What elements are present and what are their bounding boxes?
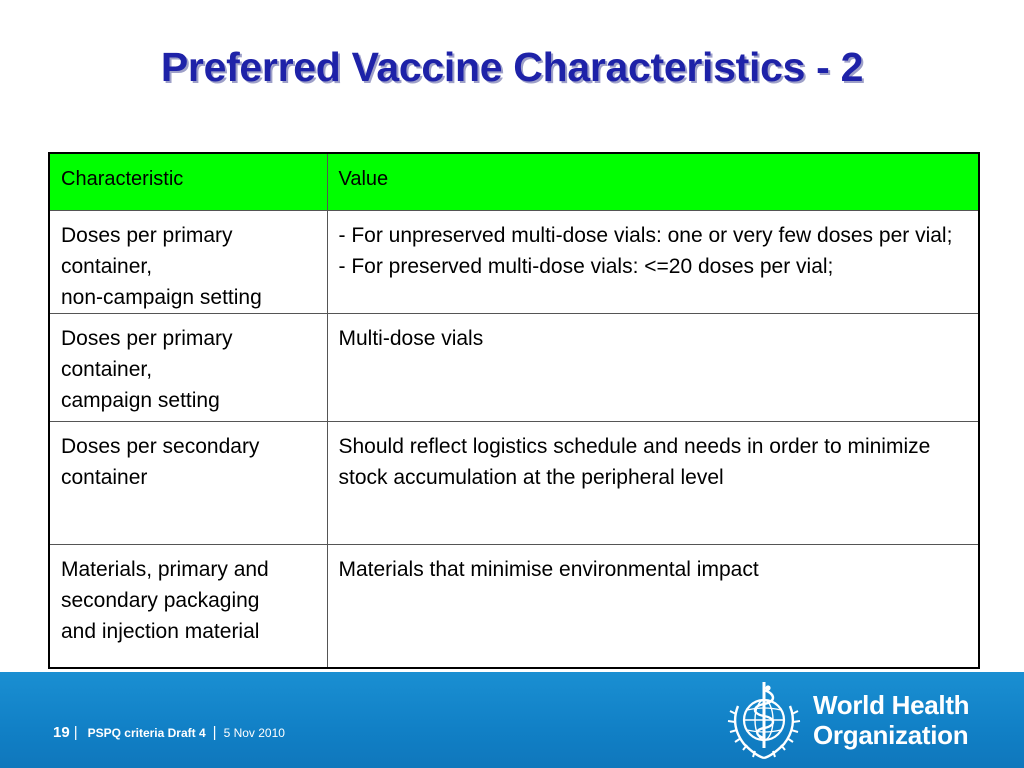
org-name	[813, 690, 969, 750]
value-cell: Multi-dose vials	[327, 314, 979, 422]
document-date: 5 Nov 2010	[223, 726, 285, 740]
value-cell: Should reflect logistics schedule and needs in order to minimize stock accumulation at the peripheral level	[327, 422, 979, 545]
org-name-line2: Organization	[813, 720, 969, 750]
footer-separator: |	[212, 724, 217, 741]
header-characteristic: Characteristic	[49, 153, 327, 211]
value-cell: - For unpreserved multi-dose vials: one or very few doses per vial; - For preserved multi-dose vials: <=20 doses per vial;	[327, 211, 979, 314]
table-row	[49, 422, 979, 545]
characteristics-table	[48, 152, 980, 669]
characteristic-cell: Materials, primary and secondary packaging and injection material	[49, 545, 327, 668]
org-name-line1: World Health	[813, 690, 970, 720]
value-cell: Materials that minimise environmental impact	[327, 545, 979, 668]
characteristic-cell: Doses per secondary container	[49, 422, 327, 545]
table-row	[49, 211, 979, 314]
table-header-row	[49, 153, 979, 211]
slide-title: Preferred Vaccine Characteristics - 2	[160, 44, 864, 90]
who-logo	[722, 676, 982, 764]
table-row	[49, 314, 979, 422]
page-number: 19	[53, 724, 70, 741]
table-row	[49, 545, 979, 668]
characteristic-cell: Doses per primary container, non-campaign setting	[49, 211, 327, 314]
who-emblem-icon	[722, 676, 808, 764]
characteristic-cell: Doses per primary container, campaign setting	[49, 314, 327, 422]
footer-separator: |	[73, 724, 78, 741]
header-value: Value	[327, 153, 979, 211]
footer-meta	[53, 724, 285, 741]
document-name: PSPQ criteria Draft 4	[87, 726, 206, 740]
